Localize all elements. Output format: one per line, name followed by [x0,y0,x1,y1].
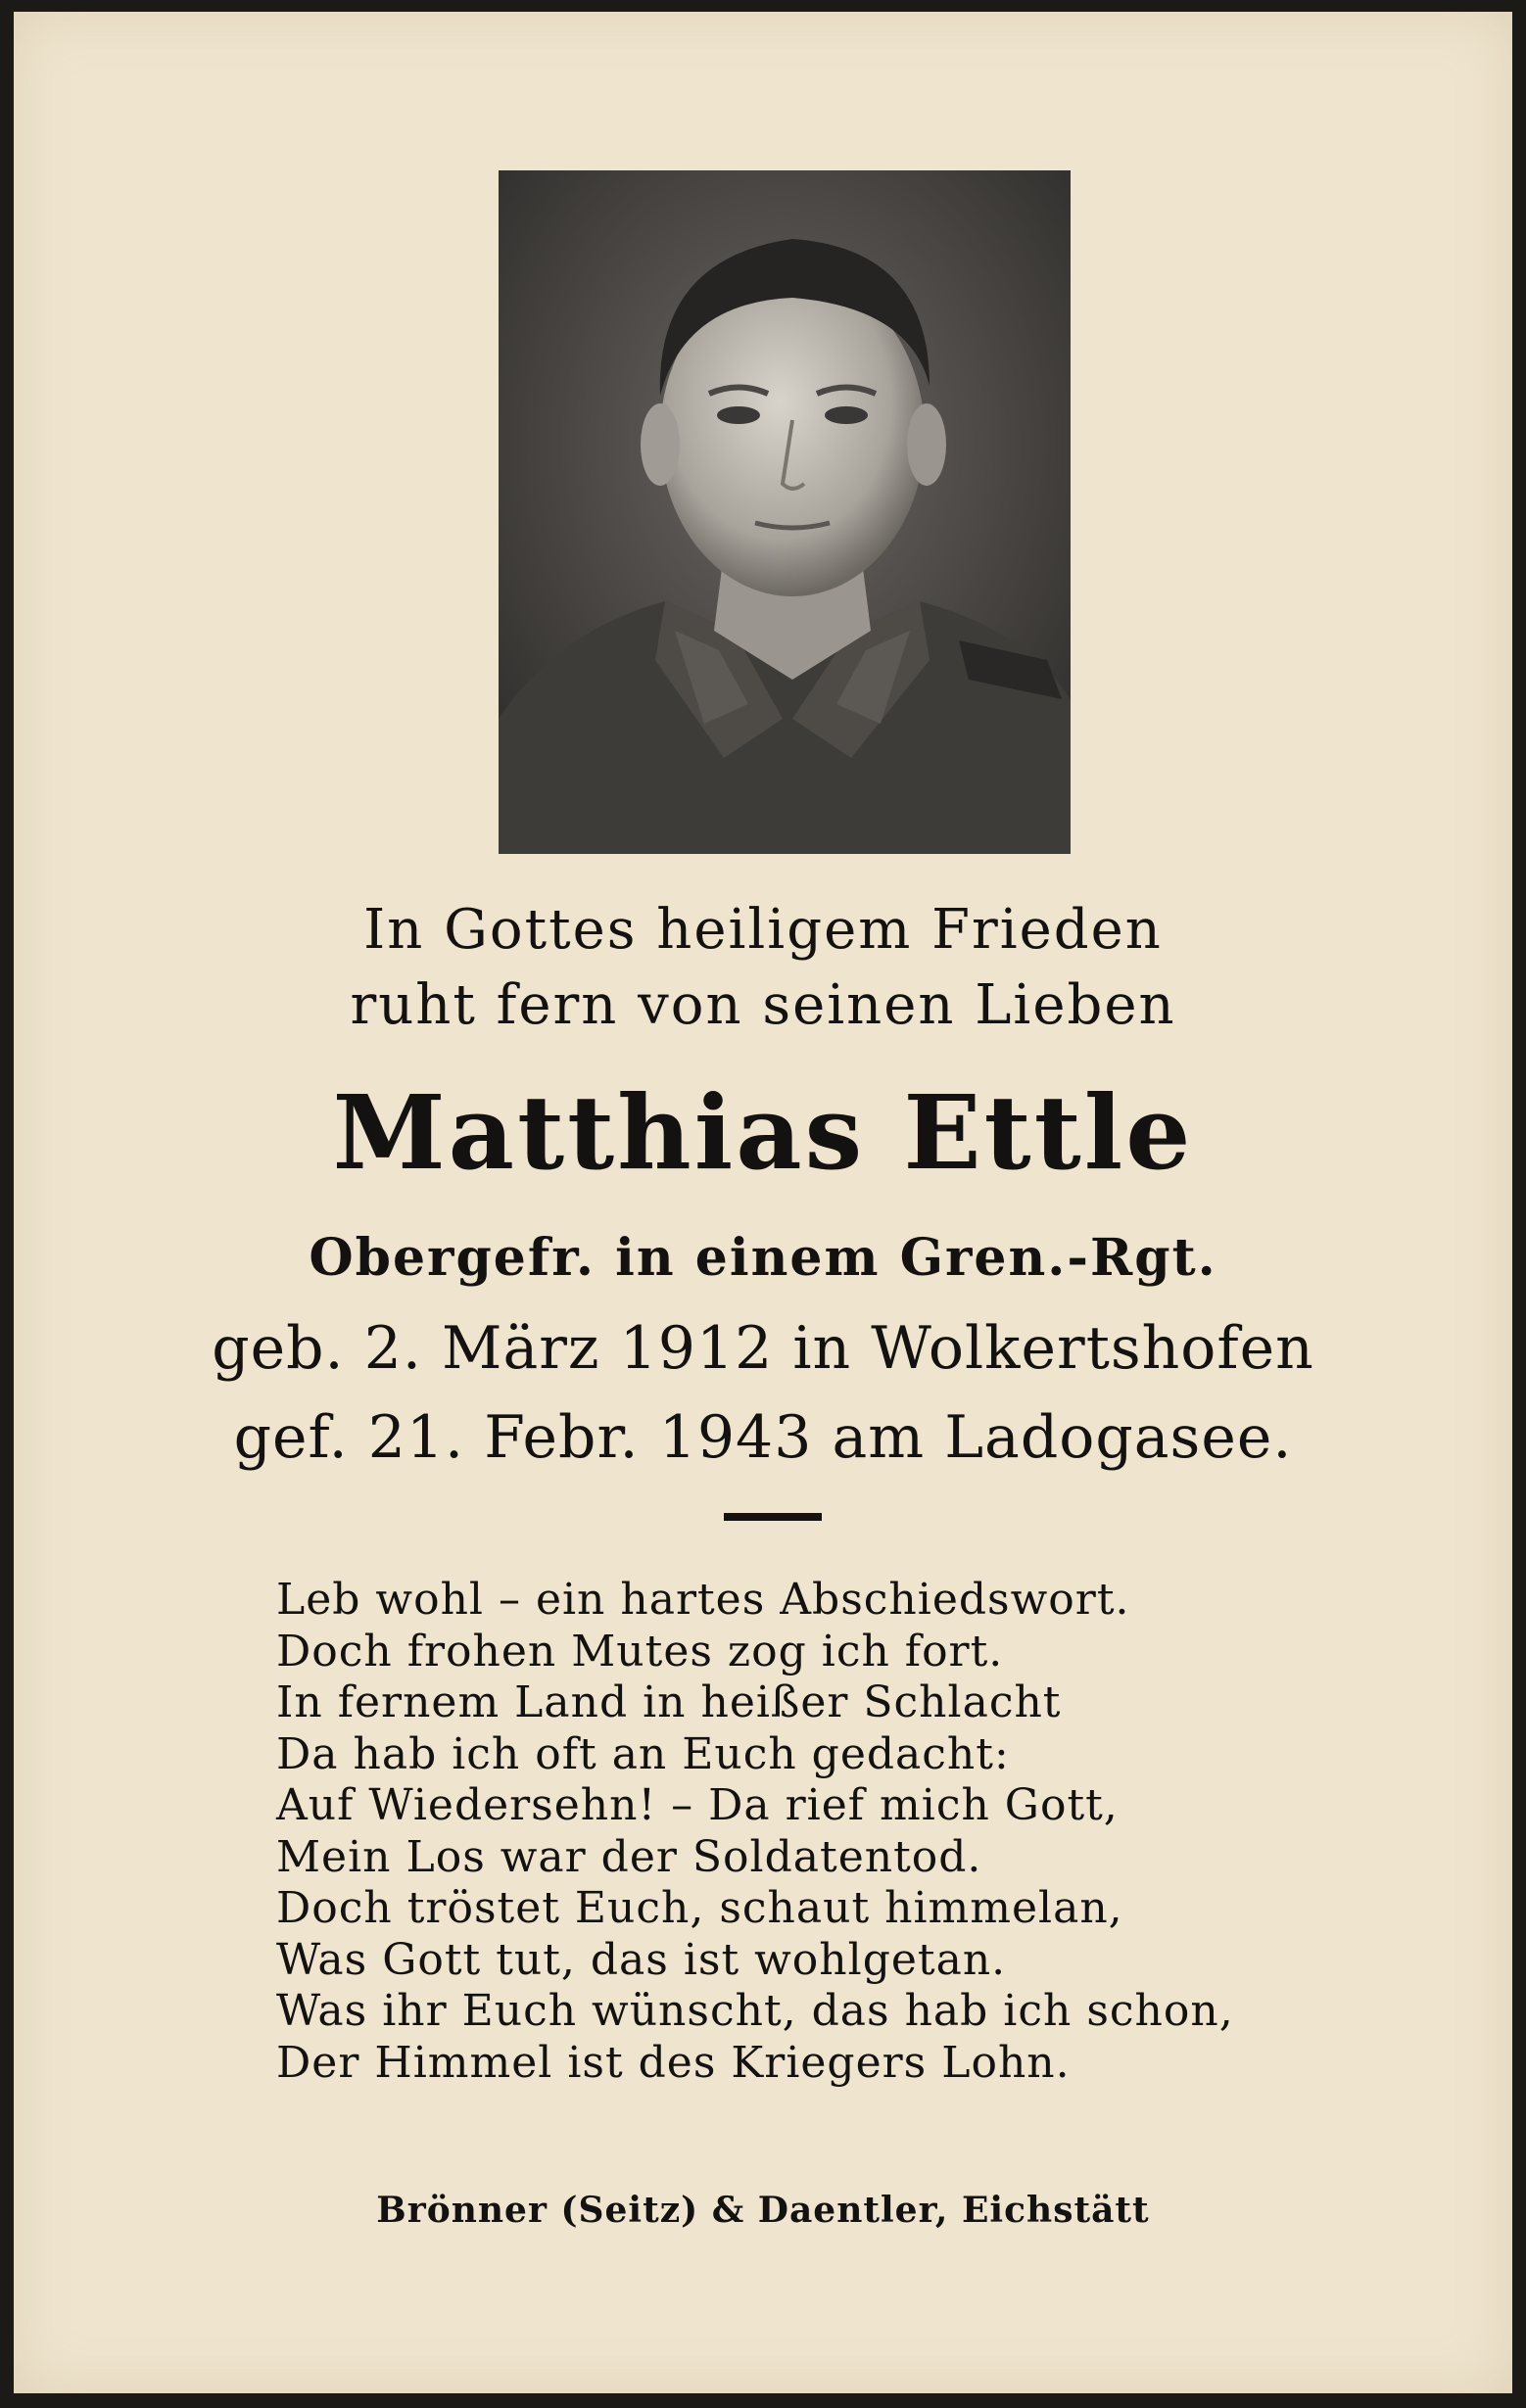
printer-imprint: Brönner (Seitz) & Daentler, Eichstätt [376,2190,1150,2231]
poem-line: Doch tröstet Euch, schaut himmelan, [276,1883,1123,1933]
poem-line: Doch frohen Mutes zog ich fort. [276,1626,1004,1676]
poem [276,1575,1354,2089]
poem-line: Was Gott tut, das ist wohlgetan. [276,1934,1007,1985]
divider-rule [724,1513,822,1521]
header-line-2: ruht fern von seinen Lieben [350,973,1176,1037]
header-line-1: In Gottes heiligem Frieden [363,898,1163,962]
deceased-rank: Obergefr. in einem Gren.-Rgt. [309,1228,1217,1288]
poem-line: Was ihr Euch wünscht, das hab ich schon, [276,1986,1234,2036]
poem-line: Mein Los war der Soldatentod. [276,1831,982,1882]
poem-line: In fernem Land in heißer Schlacht [276,1677,1062,1727]
poem-line: Der Himmel ist des Kriegers Lohn. [276,2037,1071,2088]
portrait-photo [499,170,1071,854]
deceased-name: Matthias Ettle [332,1072,1194,1193]
birth-line: geb. 2. März 1912 in Wolkertshofen [212,1314,1314,1383]
memorial-card [14,12,1512,2393]
poem-line: Da hab ich oft an Euch gedacht: [276,1728,1010,1779]
portrait-photo-image [499,170,1071,854]
poem-line: Auf Wiedersehn! – Da rief mich Gott, [276,1780,1119,1830]
poem-line: Leb wohl – ein hartes Abschiedswort. [276,1575,1130,1625]
death-line: gef. 21. Febr. 1943 am Ladogasee. [233,1403,1293,1472]
